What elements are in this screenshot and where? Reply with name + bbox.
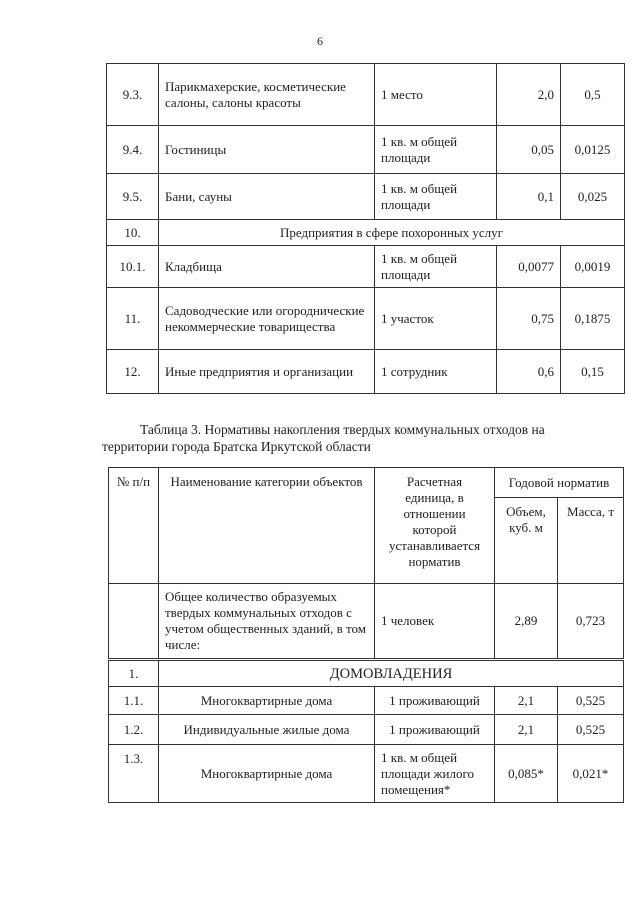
table-row xyxy=(107,174,625,220)
table-row xyxy=(107,288,625,350)
category-name: Бани, сауны xyxy=(159,174,375,220)
row-number: 1. xyxy=(109,660,159,687)
caption-line-1: Таблица 3. Нормативы накопления твердых коммунальных отходов на xyxy=(140,422,545,437)
calc-unit: 1 кв. м общей площади xyxy=(375,126,497,174)
page-number: 6 xyxy=(317,34,323,48)
category-name: Гостиницы xyxy=(159,126,375,174)
header-mass: Масса, т xyxy=(558,498,624,584)
section-title: ДОМОВЛАДЕНИЯ xyxy=(159,660,624,687)
table-row xyxy=(107,64,625,126)
mass-value: 0,021* xyxy=(558,745,624,803)
calc-unit: 1 сотрудник xyxy=(375,350,497,394)
header-unit: Расчетная единица, в отношении которой устанавливается норматив xyxy=(375,468,495,584)
category-name: Парикмахерские, косметические салоны, салоны красоты xyxy=(159,64,375,126)
row-number: 9.4. xyxy=(107,126,159,174)
category-name: Индивидуальные жилые дома xyxy=(159,715,375,745)
row-number: 10. xyxy=(107,220,159,246)
mass-value: 0,5 xyxy=(561,64,625,126)
volume-value: 0,1 xyxy=(497,174,561,220)
row-number xyxy=(109,584,159,660)
row-number: 11. xyxy=(107,288,159,350)
calc-unit: 1 место xyxy=(375,64,497,126)
category-name: Многоквартирные дома xyxy=(159,745,375,803)
section-title: Предприятия в сфере похоронных услуг xyxy=(159,220,625,246)
lower-norms-table xyxy=(108,467,624,803)
row-number: 10.1. xyxy=(107,246,159,288)
mass-value: 0,525 xyxy=(558,715,624,745)
mass-value: 0,0019 xyxy=(561,246,625,288)
row-number: 1.1. xyxy=(109,687,159,715)
row-number: 12. xyxy=(107,350,159,394)
section-row xyxy=(107,220,625,246)
category-name: Общее количество образуемых твердых коммунальных отходов с учетом общественных зданий, в том числе: xyxy=(159,584,375,660)
volume-value: 0,6 xyxy=(497,350,561,394)
row-number: 9.5. xyxy=(107,174,159,220)
row-number: 9.3. xyxy=(107,64,159,126)
mass-value: 0,0125 xyxy=(561,126,625,174)
mass-value: 0,15 xyxy=(561,350,625,394)
category-name: Иные предприятия и организации xyxy=(159,350,375,394)
calc-unit: 1 кв. м общей площади жилого помещения* xyxy=(375,745,495,803)
header-annual-norm: Годовой норматив xyxy=(495,468,624,498)
header-number: № п/п xyxy=(109,468,159,584)
header-volume: Объем, куб. м xyxy=(495,498,558,584)
mass-value: 0,723 xyxy=(558,584,624,660)
table-row xyxy=(109,687,624,715)
volume-value: 0,085* xyxy=(495,745,558,803)
category-name: Садоводческие или огороднические некоммерческие товарищества xyxy=(159,288,375,350)
calc-unit: 1 проживающий xyxy=(375,687,495,715)
volume-value: 2,1 xyxy=(495,715,558,745)
table-caption xyxy=(90,421,610,455)
mass-value: 0,525 xyxy=(558,687,624,715)
calc-unit: 1 проживающий xyxy=(375,715,495,745)
volume-value: 2,89 xyxy=(495,584,558,660)
section-row xyxy=(109,660,624,687)
category-name: Многоквартирные дома xyxy=(159,687,375,715)
total-row xyxy=(109,584,624,660)
volume-value: 0,0077 xyxy=(497,246,561,288)
table-row xyxy=(107,246,625,288)
row-number: 1.3. xyxy=(109,745,159,803)
table-row xyxy=(109,745,624,803)
calc-unit: 1 человек xyxy=(375,584,495,660)
volume-value: 2,0 xyxy=(497,64,561,126)
header-category: Наименование категории объектов xyxy=(159,468,375,584)
upper-norms-table xyxy=(106,63,625,394)
table-row xyxy=(109,715,624,745)
table-row xyxy=(107,350,625,394)
mass-value: 0,1875 xyxy=(561,288,625,350)
mass-value: 0,025 xyxy=(561,174,625,220)
category-name: Кладбища xyxy=(159,246,375,288)
calc-unit: 1 участок xyxy=(375,288,497,350)
table-row xyxy=(107,126,625,174)
volume-value: 2,1 xyxy=(495,687,558,715)
volume-value: 0,75 xyxy=(497,288,561,350)
volume-value: 0,05 xyxy=(497,126,561,174)
header-row xyxy=(109,468,624,498)
row-number: 1.2. xyxy=(109,715,159,745)
calc-unit: 1 кв. м общей площади xyxy=(375,174,497,220)
caption-line-2: территории города Братска Иркутской области xyxy=(102,439,371,454)
calc-unit: 1 кв. м общей площади xyxy=(375,246,497,288)
